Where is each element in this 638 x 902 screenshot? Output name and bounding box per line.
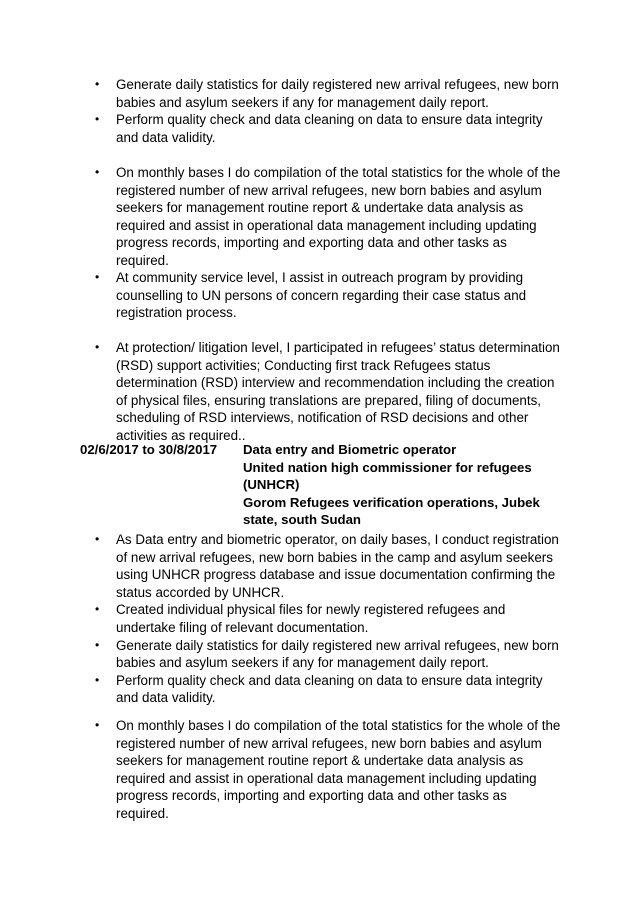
list-item — [93, 164, 563, 270]
bullet-icon: • — [95, 718, 100, 732]
bullet-list-community-service — [93, 269, 563, 322]
bullet-icon: • — [95, 340, 100, 354]
list-item-text: On monthly bases I do compilation of the total statistics for the whole of the registered number of new arrival refugees, new born babies and asylum seekers for management routine report & undertake data analysis as required and assist in operational data management including updating progress records, importing and exporting data and other tasks as required. — [116, 165, 561, 268]
organization-line-1: United nation high commissioner for refugees — [243, 459, 532, 475]
bullet-list-monthly-tasks — [93, 164, 563, 270]
list-item — [93, 637, 563, 672]
bullet-list-biometric-duties — [93, 531, 563, 707]
list-item — [93, 76, 563, 111]
bullet-icon: • — [95, 270, 100, 284]
list-item — [93, 111, 563, 146]
bullet-icon: • — [95, 602, 100, 617]
location-line-1: Gorom Refugees verification operations, Jubek — [243, 494, 540, 510]
bullet-icon: • — [95, 532, 100, 546]
list-item-text: Generate daily statistics for daily registered new arrival refugees, new born babies and asylum seekers if any for management daily report. — [116, 77, 559, 110]
bullet-icon: • — [95, 637, 100, 652]
bullet-list-daily-tasks — [93, 76, 563, 146]
list-item — [93, 269, 563, 322]
list-item-text: Generate daily statistics for daily registered new arrival refugees, new born babies and asylum seekers if any for management daily report. — [116, 637, 559, 671]
bullet-icon: • — [95, 112, 100, 127]
bullet-list-protection — [93, 339, 563, 445]
bullet-icon: • — [95, 165, 100, 179]
location-line-2: state, south Sudan — [243, 512, 361, 528]
bullet-icon: • — [95, 672, 100, 687]
list-item — [93, 601, 563, 636]
list-item — [93, 717, 563, 823]
list-item-text: Created individual physical files for newly registered refugees and undertake filing of relevant documentation. — [116, 602, 506, 635]
list-item-text: On monthly bases I do compilation of the total statistics for the whole of the registered number of new arrival refugees, new born babies and asylum seekers for management routine report & undertake data analysis as required and assist in operational data management including updating progress records, importing and exporting data and other tasks as required. — [116, 718, 561, 821]
employment-details — [243, 441, 543, 529]
list-item — [93, 339, 563, 445]
list-item-text: As Data entry and biometric operator, on daily bases, I conduct registration of new arrival refugees, new born babies in the camp and asylum seekers using UNHCR progress database and issue documentation confirming the status accorded by UNHCR. — [116, 532, 559, 600]
job-title: Data entry and Biometric operator — [243, 442, 457, 457]
list-item — [93, 531, 563, 601]
bullet-icon: • — [95, 77, 100, 91]
list-item-text: At protection/ litigation level, I participated in refugees’ status determination (RSD) support activities; Conducting first track Refugees status determination (RSD) interview and recommendation including the creation of physical files, ensuring translations are prepared, filing of documents, scheduling of RSD interviews, notification of RSD decisions and other activities as required.. — [116, 340, 560, 443]
employment-date-range: 02/6/2017 to 30/8/2017 — [80, 442, 218, 457]
list-item-text: Perform quality check and data cleaning on data to ensure data integrity and data validity. — [116, 672, 543, 706]
organization-line-2: (UNHCR) — [243, 477, 300, 493]
bullet-list-monthly-tasks-2 — [93, 717, 563, 823]
list-item-text: At community service level, I assist in outreach program by providing counselling to UN persons of concern regarding their case status and registration process. — [116, 270, 527, 321]
list-item-text: Perform quality check and data cleaning on data to ensure data integrity and data validity. — [116, 112, 543, 145]
list-item — [93, 672, 563, 707]
